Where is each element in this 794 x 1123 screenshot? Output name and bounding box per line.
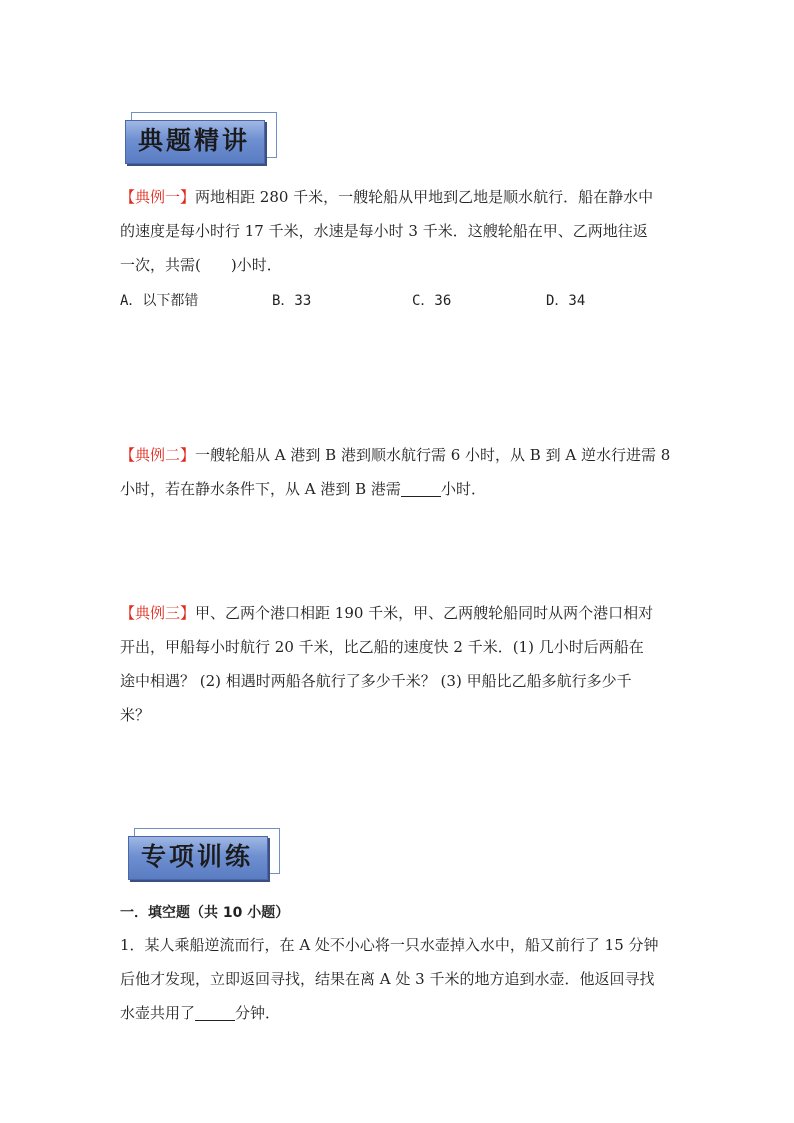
example-3-tag: 【典例三】 <box>120 604 196 622</box>
example-3-line-4: 米？ <box>120 706 151 724</box>
example-3-line-2: 开出，甲船每小时航行 20 千米，比乙船的速度快 2 千米．(1) 几小时后两船在 <box>120 638 644 656</box>
option-a[interactable]: A．以下都错 <box>120 293 199 309</box>
section-banner-practice <box>128 828 278 880</box>
example-1-line-2: 的速度是每小时行 17 千米，水速是每小时 3 千米．这艘轮船在甲、乙两地往返 <box>120 222 648 240</box>
option-b[interactable]: B．33 <box>272 293 312 309</box>
section-heading: 一．填空题（共 10 小题） <box>120 905 290 921</box>
example-2-tag: 【典例二】 <box>120 446 196 464</box>
example-3 <box>120 596 676 732</box>
example-1-tag: 【典例一】 <box>120 188 196 206</box>
answer-blank[interactable] <box>401 480 441 497</box>
example-3-line-1: 【典例三】甲、乙两个港口相距 190 千米，甲、乙两艘轮船同时从两个港口相对 <box>120 604 654 622</box>
question-1-line-3: 水壶共用了 分钟． <box>120 1004 281 1022</box>
example-2 <box>120 438 676 506</box>
example-1-options <box>120 284 680 314</box>
section-banner-examples <box>125 112 275 164</box>
question-1 <box>120 928 676 1030</box>
banner-title: 典题精讲 <box>137 126 250 155</box>
example-2-line-1: 【典例二】一艘轮船从 A 港到 B 港到顺水航行需 6 小时，从 B 到 A 逆水行进需 8 <box>120 446 671 464</box>
option-c[interactable]: C．36 <box>412 293 452 309</box>
banner-title: 专项训练 <box>140 842 253 871</box>
question-1-line-2: 后他才发现，立即返回寻找，结果在离 A 处 3 千米的地方追到水壶．他返回寻找 <box>120 970 655 988</box>
example-2-line-2: 小时，若在静水条件下，从 A 港到 B 港需 小时． <box>120 480 486 498</box>
example-1-line-1: 【典例一】两地相距 280 千米，一艘轮船从甲地到乙地是顺水航行．船在静水中 <box>120 188 654 206</box>
question-1-line-1: 1．某人乘船逆流而行，在 A 处不小心将一只水壶掉入水中，船又前行了 15 分钟 <box>120 936 659 954</box>
example-1 <box>120 180 676 282</box>
example-1-line-3: 一次，共需( )小时． <box>120 256 282 274</box>
example-3-line-3: 途中相遇？ (2) 相遇时两船各航行了多少千米？ (3) 甲船比乙船多航行多少千 <box>120 672 632 690</box>
answer-blank[interactable] <box>195 1004 235 1021</box>
option-d[interactable]: D．34 <box>546 293 586 309</box>
